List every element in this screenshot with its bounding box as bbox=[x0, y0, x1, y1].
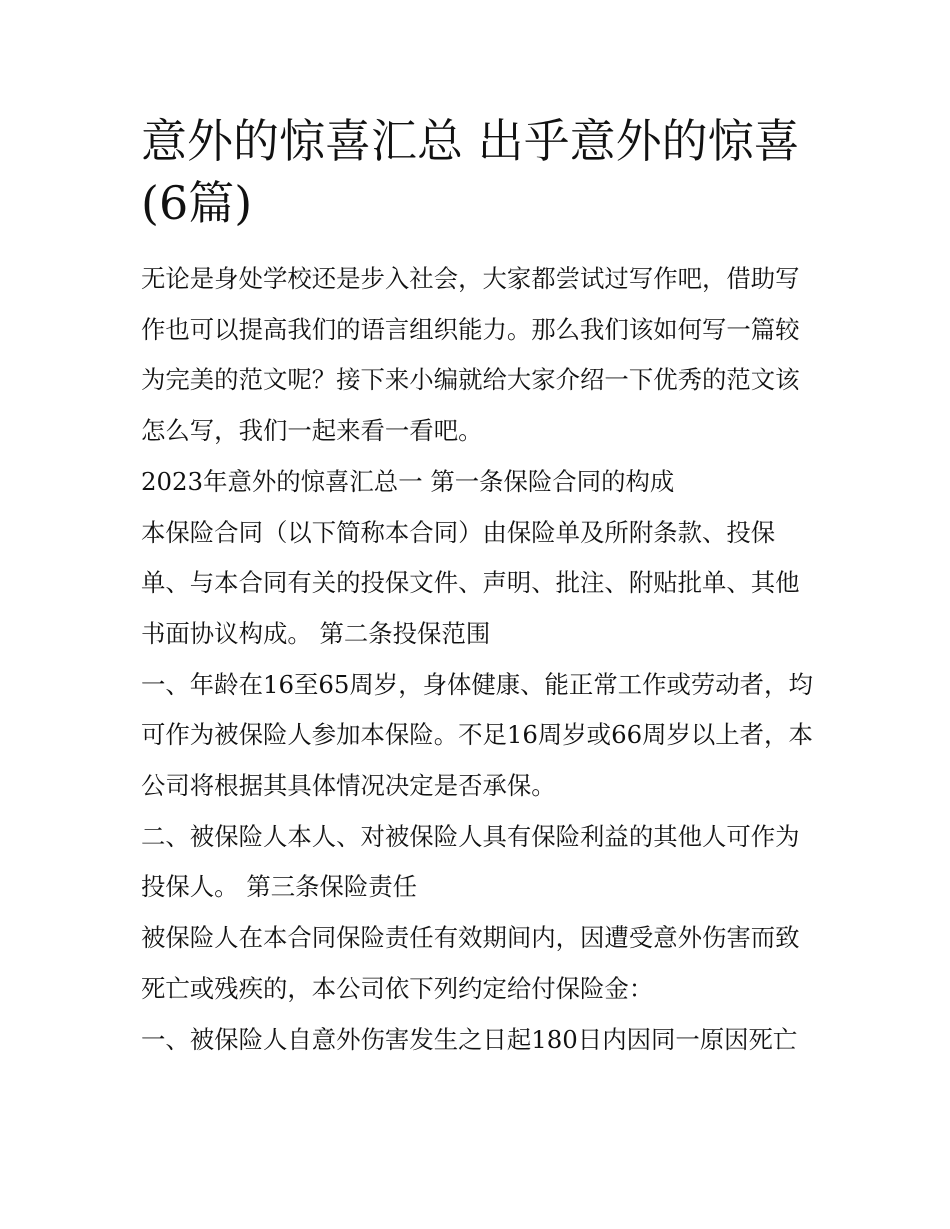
intro-paragraph: 无论是身处学校还是步入社会，大家都尝试过写作吧，借助写作也可以提高我们的语言组织能力。那么我们该如何写一篇较为完美的范文呢？接下来小编就给大家介绍一下优秀的范文该怎么写，我们一起来看一看吧。 bbox=[141, 264, 800, 446]
document-title-text: 意外的惊喜汇总 出乎意外的惊喜(6篇) bbox=[141, 114, 800, 230]
death-benefit-paragraph: 一、被保险人自意外伤害发生之日起180日内因同一原因死亡 bbox=[141, 1024, 798, 1054]
policyholder-paragraph: 二、被保险人本人、对被保险人具有保险利益的其他人可作为投保人。 第三条保险责任 bbox=[141, 821, 800, 902]
document-title bbox=[141, 110, 813, 234]
liability-paragraph: 被保险人在本合同保险责任有效期间内，因遭受意外伤害而致死亡或残疾的，本公司依下列约定给付保险金： bbox=[141, 923, 800, 1003]
document-body bbox=[141, 254, 813, 1065]
document-page bbox=[141, 110, 813, 1065]
article-one-paragraph: 本保险合同（以下简称本合同）由保险单及所附条款、投保单、与本合同有关的投保文件、声明、批注、附贴批单、其他书面协议构成。 第二条投保范围 bbox=[141, 517, 800, 648]
age-range-paragraph: 一、年龄在16至65周岁，身体健康、能正常工作或劳动者，均可作为被保险人参加本保险。不足16周岁或66周岁以上者，本公司将根据其具体情况决定是否承保。 bbox=[141, 669, 813, 801]
section-heading: 2023年意外的惊喜汇总一 第一条保险合同的构成 bbox=[141, 466, 675, 496]
